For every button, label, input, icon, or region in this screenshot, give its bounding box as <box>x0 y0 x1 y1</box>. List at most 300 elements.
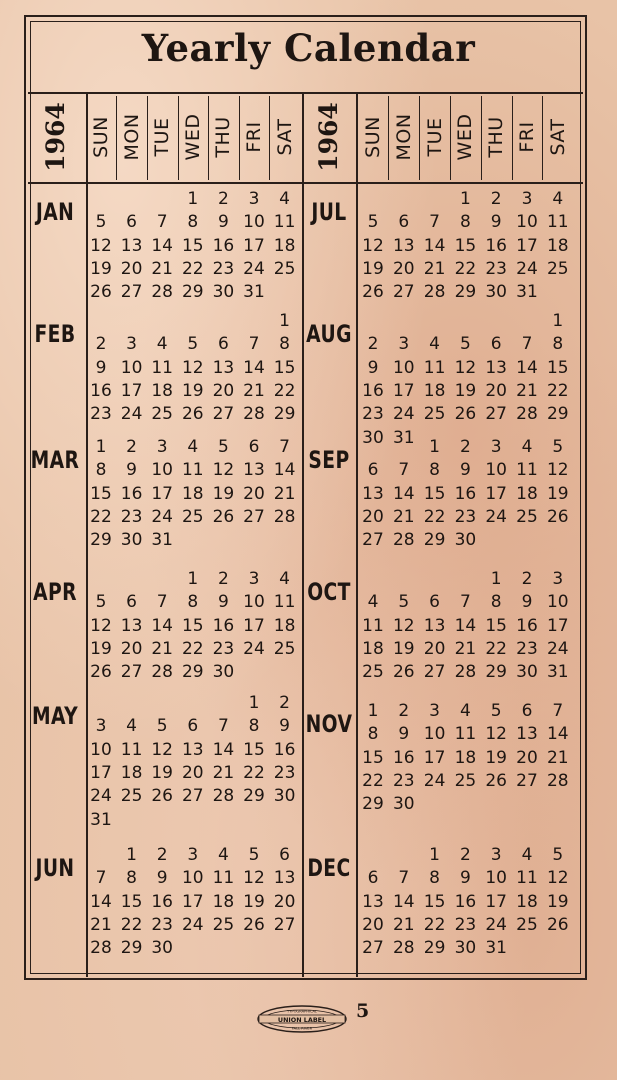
date-cell: 20 <box>181 762 204 783</box>
date-cell: 15 <box>423 891 446 912</box>
date-cell: 11 <box>120 739 143 760</box>
date-cell: 18 <box>362 638 384 659</box>
weekday-label-sat: SAT <box>546 118 569 156</box>
date-cell: 17 <box>423 747 446 768</box>
date-cell: 9 <box>367 357 379 378</box>
date-cell: 12 <box>362 235 384 256</box>
date-cell: 4 <box>187 437 199 457</box>
date-cell: 8 <box>95 460 107 481</box>
date-cell: 13 <box>362 891 384 912</box>
date-cell: 5 <box>95 592 107 613</box>
date-cell: 20 <box>120 638 143 659</box>
date-cell: 7 <box>217 716 229 737</box>
date-cell: 29 <box>243 786 265 807</box>
date-cell: 18 <box>423 380 446 401</box>
date-cell: 27 <box>392 282 415 303</box>
date-cell: 29 <box>546 404 569 425</box>
date-cell: 24 <box>181 914 204 935</box>
date-cell: 25 <box>516 914 538 935</box>
date-cell: 12 <box>454 357 477 378</box>
date-cell: 16 <box>212 235 235 256</box>
date-cell: 15 <box>273 357 296 378</box>
date-cell: 4 <box>279 569 290 589</box>
date-cell: 25 <box>546 258 569 279</box>
date-cell: 27 <box>516 770 538 791</box>
date-cell: 8 <box>187 592 199 613</box>
date-cell: 23 <box>485 258 507 279</box>
weekday-label-fri: FRI <box>516 121 538 153</box>
date-cell: 18 <box>120 762 143 783</box>
date-cell: 7 <box>156 212 168 233</box>
date-cell: 28 <box>243 404 265 425</box>
date-cell: 23 <box>90 404 112 425</box>
date-cell: 8 <box>126 868 137 889</box>
date-cell: 8 <box>552 334 564 355</box>
date-cell: 11 <box>516 460 538 481</box>
date-cell: 27 <box>485 404 507 425</box>
date-cell: 9 <box>459 868 471 889</box>
date-cell: 19 <box>181 380 204 401</box>
date-cell: 15 <box>120 891 143 912</box>
date-cell: 28 <box>212 786 235 807</box>
date-cell: 28 <box>392 530 415 551</box>
date-cell: 1 <box>552 311 564 331</box>
date-cell: 20 <box>243 483 265 504</box>
date-cell: 21 <box>212 762 235 783</box>
date-cell: 1 <box>367 701 379 721</box>
date-cell: 15 <box>423 483 446 504</box>
weekday-header-separator <box>147 96 148 180</box>
date-cell: 11 <box>516 868 538 889</box>
date-cell: 6 <box>490 334 502 355</box>
month-label-jun: JUN <box>35 854 75 882</box>
date-cell: 27 <box>423 662 446 683</box>
header-rule <box>28 182 583 184</box>
month-label-feb: FEB <box>34 320 76 348</box>
date-cell: 29 <box>181 282 204 303</box>
date-cell: 1 <box>429 437 440 457</box>
month-label-dec: DEC <box>307 854 351 882</box>
date-cell: 9 <box>398 724 410 745</box>
date-cell: 28 <box>516 404 538 425</box>
date-cell: 21 <box>454 638 477 659</box>
date-cell: 18 <box>181 483 204 504</box>
date-cell: 21 <box>90 914 112 935</box>
date-cell: 30 <box>212 662 235 683</box>
date-cell: 19 <box>546 483 569 504</box>
weekday-header-separator <box>450 96 451 180</box>
date-cell: 4 <box>367 592 379 613</box>
weekday-label-sun: SUN <box>362 116 384 158</box>
month-label-nov: NOV <box>305 710 353 738</box>
date-cell: 13 <box>423 615 446 636</box>
date-cell: 13 <box>516 724 538 745</box>
date-cell: 4 <box>279 189 290 209</box>
date-cell: 24 <box>546 638 569 659</box>
date-cell: 7 <box>521 334 533 355</box>
weekday-label-mon: MON <box>392 113 415 161</box>
date-cell: 29 <box>120 938 143 959</box>
date-cell: 2 <box>490 189 502 209</box>
date-cell: 28 <box>151 282 173 303</box>
date-cell: 1 <box>187 569 199 589</box>
union-label-bottom-text: FALL RIVER <box>291 1026 313 1031</box>
date-cell: 14 <box>151 235 173 256</box>
date-cell: 21 <box>423 258 446 279</box>
date-cell: 26 <box>362 282 384 303</box>
date-cell: 10 <box>151 460 173 481</box>
date-cell: 27 <box>181 786 204 807</box>
date-cell: 1 <box>279 311 290 331</box>
date-cell: 26 <box>90 282 112 303</box>
date-cell: 14 <box>546 724 569 745</box>
date-cell: 9 <box>217 212 229 233</box>
date-cell: 29 <box>423 938 446 959</box>
date-cell: 26 <box>546 914 569 935</box>
date-cell: 27 <box>362 530 384 551</box>
date-cell: 10 <box>181 868 204 889</box>
union-label-text: UNION LABEL <box>277 1015 327 1024</box>
date-cell: 4 <box>429 334 440 355</box>
date-cell: 21 <box>546 747 569 768</box>
date-cell: 4 <box>521 845 533 865</box>
date-cell: 14 <box>212 739 235 760</box>
date-cell: 4 <box>156 334 168 355</box>
date-cell: 22 <box>181 258 204 279</box>
date-cell: 2 <box>126 437 137 457</box>
date-cell: 12 <box>485 724 507 745</box>
weekday-header-separator <box>388 96 389 180</box>
date-cell: 7 <box>398 868 410 889</box>
date-cell: 15 <box>362 747 384 768</box>
date-cell: 2 <box>217 569 229 589</box>
date-cell: 23 <box>212 638 235 659</box>
date-cell: 7 <box>156 592 168 613</box>
date-cell: 22 <box>243 762 265 783</box>
date-cell: 1 <box>248 693 260 713</box>
month-label-apr: APR <box>33 578 77 606</box>
date-cell: 1 <box>126 845 137 865</box>
date-cell: 20 <box>362 506 384 527</box>
date-cell: 13 <box>273 868 296 889</box>
date-cell: 26 <box>151 786 173 807</box>
date-cell: 15 <box>243 739 265 760</box>
date-cell: 19 <box>392 638 415 659</box>
date-cell: 8 <box>490 592 502 613</box>
date-cell: 4 <box>217 845 229 865</box>
date-cell: 6 <box>429 592 440 613</box>
date-cell: 17 <box>181 891 204 912</box>
date-cell: 16 <box>485 235 507 256</box>
date-cell: 25 <box>151 404 173 425</box>
weekday-header-separator <box>512 96 513 180</box>
date-cell: 19 <box>362 258 384 279</box>
date-cell: 23 <box>120 506 143 527</box>
date-cell: 21 <box>273 483 296 504</box>
date-cell: 14 <box>151 615 173 636</box>
date-cell: 25 <box>212 914 235 935</box>
date-cell: 8 <box>429 868 440 889</box>
date-cell: 5 <box>552 845 564 865</box>
date-cell: 29 <box>454 282 477 303</box>
date-cell: 24 <box>120 404 143 425</box>
date-cell: 19 <box>546 891 569 912</box>
date-cell: 1 <box>459 189 471 209</box>
date-cell: 3 <box>126 334 137 355</box>
date-cell: 11 <box>454 724 477 745</box>
date-cell: 25 <box>362 662 384 683</box>
date-cell: 16 <box>516 615 538 636</box>
date-cell: 7 <box>552 701 564 721</box>
date-cell: 6 <box>279 845 290 865</box>
union-label-top-text: TYPOGRAPHICAL <box>287 1009 317 1014</box>
weekday-header-separator <box>116 96 117 180</box>
date-cell: 24 <box>485 914 507 935</box>
date-cell: 13 <box>181 739 204 760</box>
date-cell: 7 <box>459 592 471 613</box>
date-cell: 12 <box>546 460 569 481</box>
weekday-label-wed: WED <box>454 113 477 161</box>
date-cell: 1 <box>187 189 199 209</box>
date-cell: 12 <box>546 868 569 889</box>
date-cell: 25 <box>120 786 143 807</box>
date-cell: 5 <box>490 701 502 721</box>
date-cell: 25 <box>516 506 538 527</box>
date-cell: 24 <box>485 506 507 527</box>
date-cell: 14 <box>392 483 415 504</box>
date-cell: 14 <box>243 357 265 378</box>
date-cell: 8 <box>279 334 290 355</box>
date-cell: 1 <box>429 845 440 865</box>
date-cell: 5 <box>367 212 379 233</box>
date-cell: 30 <box>212 282 235 303</box>
date-cell: 24 <box>516 258 538 279</box>
date-cell: 18 <box>212 891 235 912</box>
date-cell: 6 <box>398 212 410 233</box>
date-cell: 17 <box>151 483 173 504</box>
date-cell: 11 <box>273 592 296 613</box>
date-cell: 25 <box>273 638 296 659</box>
weekday-header-separator <box>542 96 543 180</box>
month-label-jan: JAN <box>35 198 75 226</box>
date-cell: 31 <box>392 427 415 448</box>
date-cell: 17 <box>485 891 507 912</box>
date-cell: 6 <box>187 716 199 737</box>
date-cell: 28 <box>90 938 112 959</box>
date-cell: 2 <box>156 845 168 865</box>
month-label-jul: JUL <box>311 198 347 226</box>
date-cell: 31 <box>151 530 173 551</box>
date-cell: 21 <box>151 258 173 279</box>
date-cell: 24 <box>423 770 446 791</box>
date-cell: 11 <box>546 212 569 233</box>
date-cell: 21 <box>392 506 415 527</box>
date-cell: 30 <box>120 530 143 551</box>
month-label-aug: AUG <box>306 320 352 348</box>
weekday-header-separator <box>178 96 179 180</box>
date-cell: 4 <box>521 437 533 457</box>
date-cell: 27 <box>273 914 296 935</box>
date-cell: 5 <box>217 437 229 457</box>
date-cell: 8 <box>187 212 199 233</box>
date-cell: 10 <box>243 212 265 233</box>
date-cell: 12 <box>392 615 415 636</box>
date-cell: 16 <box>454 891 477 912</box>
date-cell: 9 <box>490 212 502 233</box>
date-cell: 19 <box>151 762 173 783</box>
date-cell: 24 <box>90 786 112 807</box>
date-cell: 18 <box>516 483 538 504</box>
date-cell: 31 <box>516 282 538 303</box>
date-cell: 29 <box>273 404 296 425</box>
date-cell: 24 <box>151 506 173 527</box>
date-cell: 18 <box>273 615 296 636</box>
date-cell: 24 <box>243 258 265 279</box>
date-cell: 30 <box>454 938 477 959</box>
date-cell: 26 <box>212 506 235 527</box>
date-cell: 11 <box>181 460 204 481</box>
date-cell: 16 <box>212 615 235 636</box>
date-cell: 3 <box>429 701 440 721</box>
date-cell: 5 <box>552 437 564 457</box>
date-cell: 19 <box>90 258 112 279</box>
date-cell: 7 <box>398 460 410 481</box>
date-cell: 4 <box>126 716 137 737</box>
date-cell: 10 <box>485 460 507 481</box>
date-cell: 23 <box>392 770 415 791</box>
date-cell: 9 <box>95 357 107 378</box>
date-cell: 14 <box>90 891 112 912</box>
date-cell: 2 <box>95 334 107 355</box>
date-cell: 18 <box>151 380 173 401</box>
date-cell: 23 <box>212 258 235 279</box>
date-cell: 18 <box>546 235 569 256</box>
date-cell: 22 <box>485 638 507 659</box>
date-cell: 15 <box>90 483 112 504</box>
date-cell: 9 <box>156 868 168 889</box>
date-cell: 6 <box>521 701 533 721</box>
date-cell: 5 <box>459 334 471 355</box>
date-cell: 22 <box>181 638 204 659</box>
date-cell: 10 <box>546 592 569 613</box>
union-label-logo <box>256 1004 348 1034</box>
date-cell: 17 <box>485 483 507 504</box>
weekday-header-separator <box>239 96 240 180</box>
date-cell: 22 <box>273 380 296 401</box>
date-cell: 2 <box>398 701 410 721</box>
date-cell: 10 <box>120 357 143 378</box>
date-cell: 22 <box>90 506 112 527</box>
date-cell: 26 <box>392 662 415 683</box>
date-cell: 16 <box>273 739 296 760</box>
date-cell: 20 <box>485 380 507 401</box>
date-cell: 9 <box>459 460 471 481</box>
date-cell: 16 <box>362 380 384 401</box>
date-cell: 1 <box>95 437 107 457</box>
date-cell: 9 <box>126 460 137 481</box>
date-cell: 8 <box>459 212 471 233</box>
date-cell: 18 <box>454 747 477 768</box>
date-cell: 13 <box>392 235 415 256</box>
date-cell: 22 <box>423 914 446 935</box>
date-cell: 26 <box>90 662 112 683</box>
month-label-may: MAY <box>31 702 79 730</box>
weekday-header-separator <box>208 96 209 180</box>
date-cell: 29 <box>181 662 204 683</box>
date-cell: 19 <box>243 891 265 912</box>
date-cell: 11 <box>362 615 384 636</box>
date-cell: 15 <box>454 235 477 256</box>
date-cell: 28 <box>151 662 173 683</box>
weekday-label-thu: THU <box>212 116 235 158</box>
date-cell: 15 <box>485 615 507 636</box>
page-number: 5 <box>356 1000 370 1022</box>
date-cell: 28 <box>273 506 296 527</box>
date-cell: 2 <box>459 845 471 865</box>
date-cell: 13 <box>212 357 235 378</box>
date-cell: 16 <box>151 891 173 912</box>
date-cell: 3 <box>398 334 410 355</box>
date-cell: 22 <box>362 770 384 791</box>
date-cell: 3 <box>521 189 533 209</box>
date-cell: 11 <box>212 868 235 889</box>
date-cell: 17 <box>243 235 265 256</box>
date-cell: 15 <box>546 357 569 378</box>
date-cell: 16 <box>392 747 415 768</box>
date-cell: 2 <box>217 189 229 209</box>
date-cell: 12 <box>243 868 265 889</box>
date-cell: 3 <box>248 569 260 589</box>
date-cell: 14 <box>423 235 446 256</box>
date-cell: 21 <box>243 380 265 401</box>
weekday-label-wed: WED <box>181 113 204 161</box>
date-cell: 12 <box>181 357 204 378</box>
date-cell: 31 <box>485 938 507 959</box>
date-cell: 2 <box>279 693 290 713</box>
weekday-label-tue: TUE <box>423 117 446 157</box>
month-label-mar: MAR <box>30 446 80 474</box>
date-cell: 18 <box>273 235 296 256</box>
date-cell: 19 <box>454 380 477 401</box>
date-cell: 12 <box>90 235 112 256</box>
date-cell: 27 <box>120 662 143 683</box>
date-cell: 14 <box>454 615 477 636</box>
date-cell: 6 <box>367 868 379 889</box>
date-cell: 3 <box>490 845 502 865</box>
date-cell: 26 <box>181 404 204 425</box>
date-cell: 7 <box>248 334 260 355</box>
date-cell: 3 <box>187 845 199 865</box>
date-cell: 7 <box>95 868 107 889</box>
date-cell: 2 <box>367 334 379 355</box>
date-cell: 29 <box>90 530 112 551</box>
date-cell: 20 <box>516 747 538 768</box>
date-cell: 5 <box>248 845 260 865</box>
date-cell: 9 <box>521 592 533 613</box>
date-cell: 22 <box>423 506 446 527</box>
year-label: 1964 <box>314 102 343 172</box>
weekday-label-sun: SUN <box>90 116 112 158</box>
date-cell: 4 <box>459 701 471 721</box>
date-cell: 25 <box>423 404 446 425</box>
date-cell: 25 <box>181 506 204 527</box>
date-cell: 23 <box>362 404 384 425</box>
date-cell: 5 <box>156 716 168 737</box>
date-cell: 7 <box>279 437 290 457</box>
date-cell: 17 <box>516 235 538 256</box>
date-cell: 17 <box>243 615 265 636</box>
date-cell: 6 <box>367 460 379 481</box>
